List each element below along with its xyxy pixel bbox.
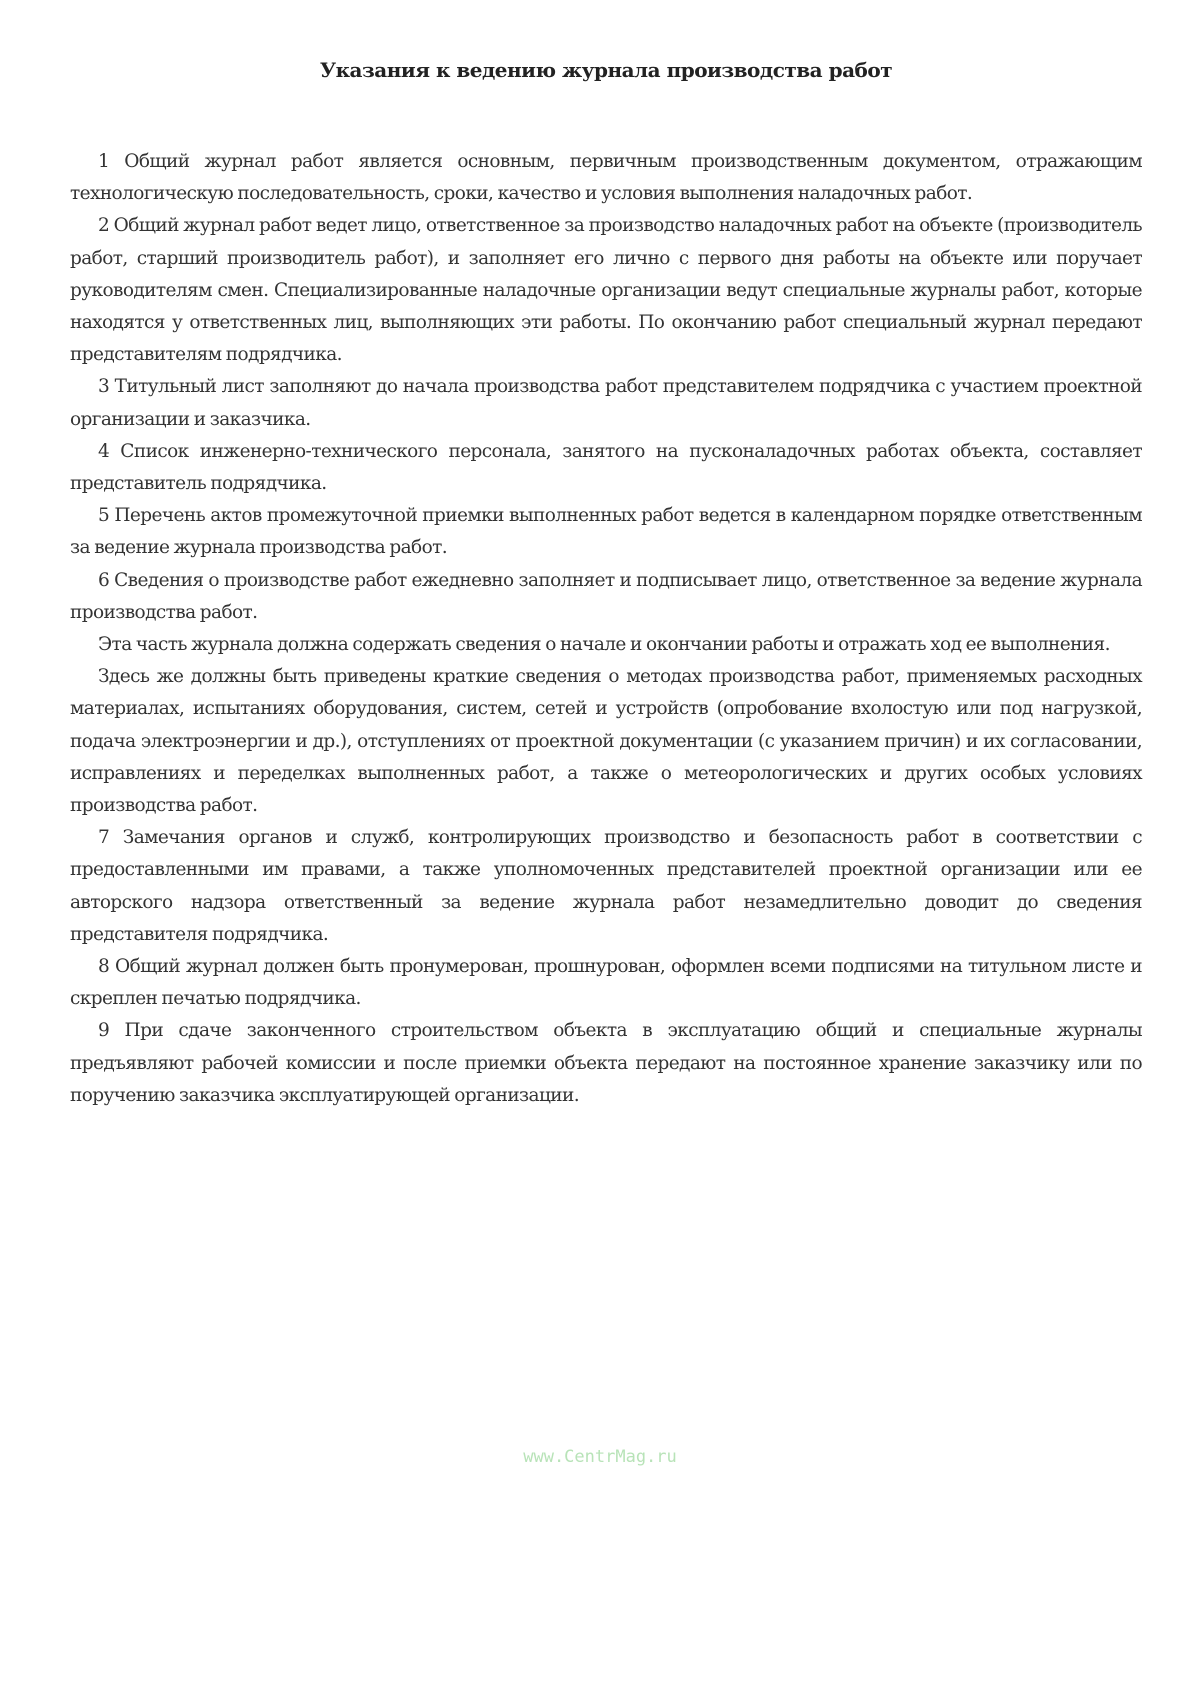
paragraph-6-part-journal: Эта часть журнала должна содержать сведения о начале и окончании работы и отражать ход ее выполнения. bbox=[98, 634, 1110, 656]
document-body bbox=[70, 146, 1142, 1112]
paragraph-4: 4 Список инженерно-технического персонала, занятого на пусконаладочных работах объекта, составляет представитель подрядчика. bbox=[70, 440, 1142, 495]
paragraph-8: 8 Общий журнал должен быть пронумерован, прошнурован, оформлен всеми подписями на титульном листе и скреплен печатью подрядчика. bbox=[70, 956, 1142, 1010]
watermark: www.CentrMag.ru bbox=[523, 1447, 677, 1467]
paragraph-2: 2 Общий журнал работ ведет лицо, ответственное за производство наладочных работ на объекте (производитель работ, старший производитель работ), и заполняет его лично с первого дня работы на объекте или поручает руководителям смен. Специализированные наладочные организации ведут специальные журналы работ, которые находятся у ответственных лиц, выполняющих эти работы. По окончанию работ специальный журнал передают представителям подрядчика. bbox=[70, 215, 1142, 366]
paragraph-5: 5 Перечень актов промежуточной приемки выполненных работ ведется в календарном порядке ответственным за ведение журнала производства работ. bbox=[70, 505, 1142, 559]
paragraph-3: 3 Титульный лист заполняют до начала производства работ представителем подрядчика с участием проектной организации и заказчика. bbox=[70, 376, 1142, 430]
paragraph-1: 1 Общий журнал работ является основным, первичным производственным документом, отражающим технологическую последовательность, сроки, качество и условия выполнения наладочных работ. bbox=[70, 151, 1142, 205]
document-title: Указания к ведению журнала производства работ bbox=[319, 58, 893, 82]
paragraph-6: 6 Сведения о производстве работ ежедневно заполняет и подписывает лицо, ответственное за ведение журнала производства работ. bbox=[70, 569, 1142, 623]
paragraph-7: 7 Замечания органов и служб, контролирующих производство и безопасность работ в соответствии с предоставленными им правами, а также уполномоченных представителей проектной организации или ее авторского надзора ответственный за ведение журнала работ незамедлительно доводит до сведения представителя подрядчика. bbox=[70, 827, 1142, 945]
paragraph-6-details: Здесь же должны быть приведены краткие сведения о методах производства работ, применяемых расходных материалах, испытаниях оборудования, систем, сетей и устройств (опробование вхолостую или под нагрузкой, подача электроэнергии и др.), отступлениях от проектной документации (с указанием причин) и их согласовании, исправлениях и переделках выполненных работ, а также о метеорологических и других особых условиях производства работ. bbox=[70, 666, 1142, 817]
paragraph-9: 9 При сдаче законченного строительством объекта в эксплуатацию общий и специальные журналы предъявляют рабочей комиссии и после приемки объекта передают на постоянное хранение заказчику или по поручению заказчика эксплуатирующей организации. bbox=[70, 1020, 1142, 1106]
